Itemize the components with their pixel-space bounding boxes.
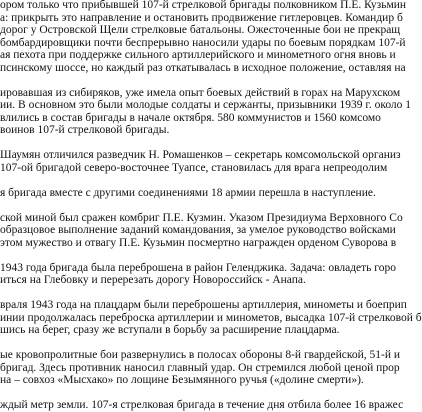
text-line: враля 1943 года на плацдарм были переброшены артиллерия, минометы и боеприп (0, 299, 407, 311)
text-line: инии продолжалась переброска артиллерии и минометов, высадка 107-й стрелковой б (0, 311, 422, 324)
text-line: бригад. Здесь противник наносил главный удар. Он стремился любой ценой прор (0, 361, 400, 374)
text-line: псинскому шоссе, но каждый раз откатывалась в исходное положение, оставляя на (0, 61, 406, 74)
text-line: на – совхоз «Мысхако» по лощине Безымянного ручья («долине смерти»). (0, 374, 364, 386)
text-line: ые кровопролитные бои развернулись в полосах обороны 8-й гвардейской, 51-й и (0, 349, 401, 361)
text-line: образцовое выполнение заданий командования, за умелое руководство войсками (0, 224, 396, 236)
text-line: шись на берег, сразу же вступали в борьбу за расширение плацдарма. (0, 324, 340, 336)
text-line: иться на Глебовку и перерезать дорогу Новороссийск - Анапа. (0, 274, 306, 286)
text-line: ской миной был сражен комбриг П.Е. Кузмин. Указом Президиума Верховного Со (0, 211, 403, 224)
text-line: воинов 107-й стрелковой бригады. (0, 124, 170, 136)
text-line: а: прикрыть это направление и остановить продвижение гитлеровцев. Командир б (0, 11, 403, 24)
text-line: ии. В основном это были молодые солдаты и сержанты, призывники 1939 г. около 1 (0, 99, 412, 111)
text-line: ором только что прибывшей 107-й стрелковой бригады полковником П.Е. Кузьмин (0, 0, 407, 11)
text-line: ждый метр земли. 107-я стрелковая бригада в течение дня отбила более 16 вражес (0, 399, 404, 411)
text-line: бомбардировщики почти беспрерывно наносили удары по боевым порядкам 107-й (0, 36, 406, 49)
text-line: этом мужество и отвагу П.Е. Кузьмин посмертно награжден орденом Суворова в (0, 236, 397, 249)
text-line: 107-ой бригадой северо-восточнее Туапсе, становилась для врага непреодолим (0, 161, 388, 174)
text-line: я бригада вместе с другими соединениями 18 армии перешла в наступление. (0, 186, 376, 199)
text-line: дорог у Островской Щели стрелковые батальоны. Ожесточенные бои не прекращ (0, 24, 401, 36)
text-line: ировавшая из сибиряков, уже имела опыт боевых действий в горах на Марухском (0, 86, 401, 99)
text-line: Шаумян отличился разведчик Н. Ромашенков – секретарь комсомольской организ (0, 149, 401, 161)
text-line: 1943 года бригада была переброшена в район Геленджика. Задача: овладеть горо (0, 261, 396, 274)
text-line: влились в состав бригады в начале октября. 580 коммунистов и 1560 комсомо (0, 111, 381, 124)
text-line: ая пехота при поддержке сильного артиллерийского и минометного огня вновь и (0, 49, 396, 61)
